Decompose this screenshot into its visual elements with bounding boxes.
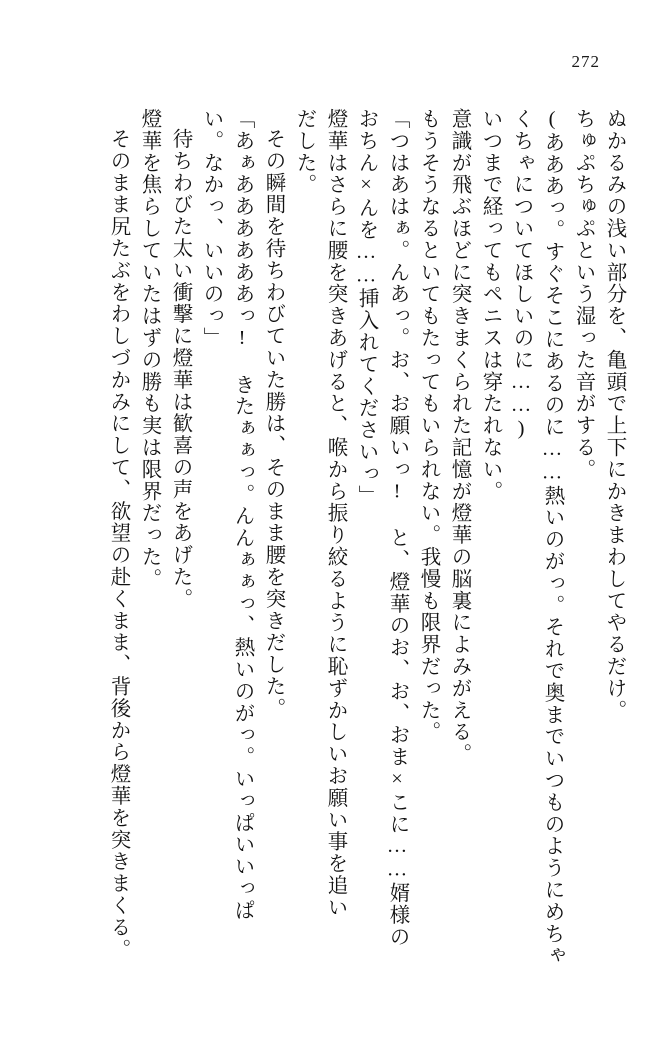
text-line: いつまで経ってもペニスは穿たれない。 <box>479 108 501 503</box>
text-line: 「つはあはぁ。んあっ。お、お願いっ! と、燈華のお、お、おま×こに……婿様の <box>386 108 408 948</box>
text-line: その瞬間を待ちわびていた勝は、そのまま腰を突きだした。 <box>262 128 284 720</box>
page-number: 272 <box>571 52 600 71</box>
text-line: くちゃについてほしいのに……) <box>510 108 532 441</box>
text-line: 待ちわびた太い衝撃に燈華は歓喜の声をあげた。 <box>169 128 191 610</box>
vertical-text-body <box>44 108 624 1008</box>
text-line: い。なかっ、いいのっ」 <box>200 108 222 349</box>
text-line: 燈華を焦らしていたはずの勝も実は限界だった。 <box>138 108 160 590</box>
text-line: おちん×んを……挿入れてくださいっ」 <box>355 108 377 507</box>
text-line: もうそうなるといてもたってもいられない。我慢も限界だった。 <box>417 108 439 744</box>
text-line: ぬかるみの浅い部分を、亀頭で上下にかきまわしてやるだけ。 <box>603 108 625 722</box>
text-line: 「あぁああああああっ! きたぁぁっ。んんぁぁっ、熱いのがっ。いっぱいいっぱ <box>231 108 253 922</box>
text-line: 意識が飛ぶほどに突きまくられた記憶が燈華の脳裏によみがえる。 <box>448 108 470 765</box>
text-line: 燈華はさらに腰を突きあげると、喉から振り絞るように恥ずかしいお願い事を追い <box>324 108 346 919</box>
text-line: ちゅぷちゅぷという湿った音がする。 <box>572 108 594 481</box>
text-line: だした。 <box>293 108 315 196</box>
text-line: そのまま尻たぶをわしづかみにして、欲望の赴くまま、背後から燈華を突きまくる。 <box>107 128 129 961</box>
text-line: (あああっ。すぐそこにあるのに……熱いのがっ。それで奥までいつものようにめちゃ <box>541 108 563 967</box>
